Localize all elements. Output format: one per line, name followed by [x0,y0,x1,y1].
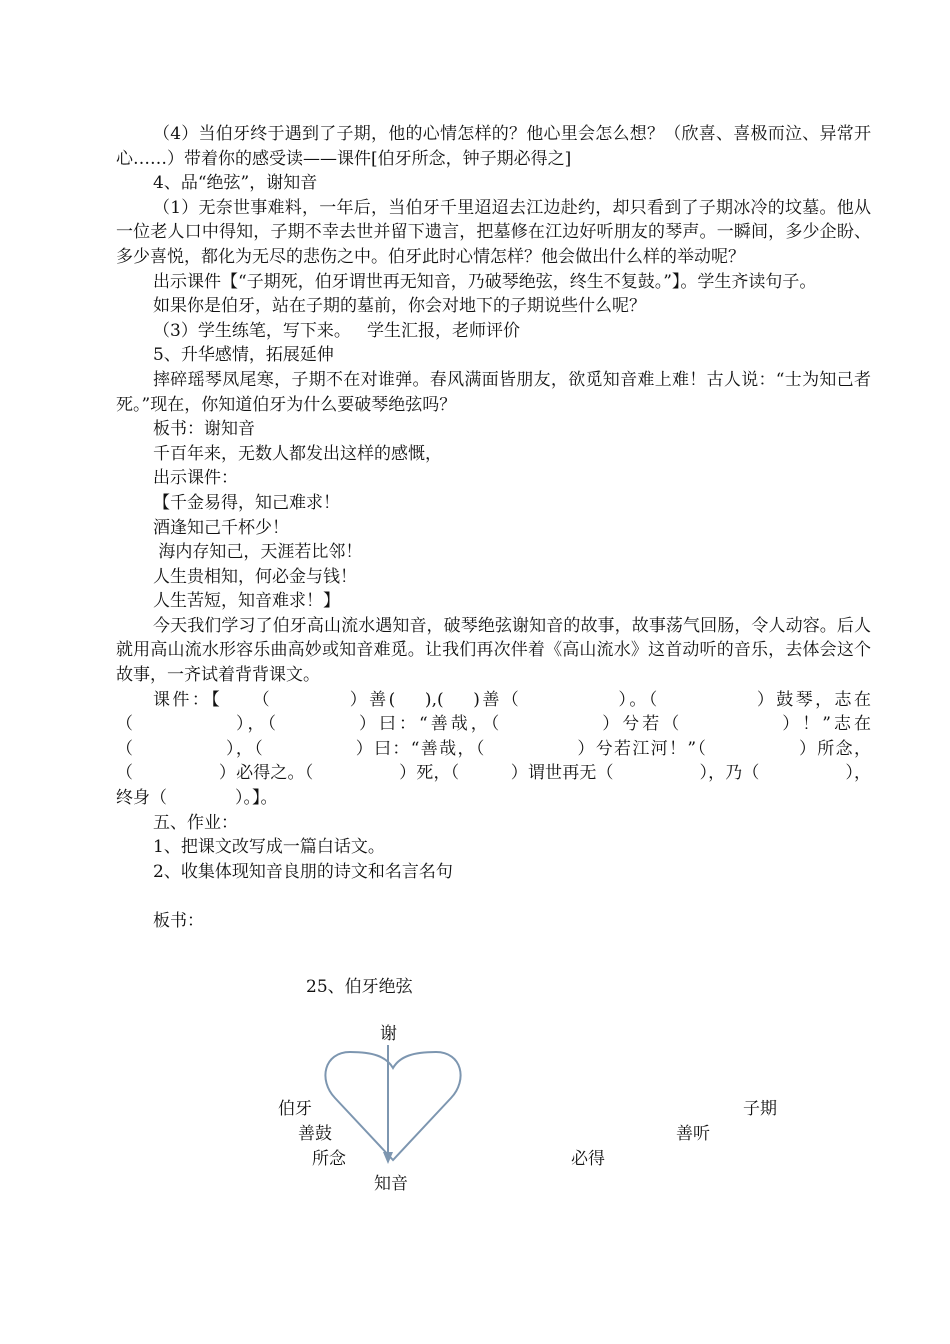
board-bottom-label: 知音 [374,1174,408,1194]
board-heading: 板书： [153,911,204,931]
board-top-label: 谢 [380,1024,397,1044]
quote-line: 【千金易得，知己难求！ [153,492,340,513]
board-right-label-3: 必得 [571,1149,605,1169]
paragraph: 摔碎瑶琴凤尾寒，子期不在对谁弹。春风满面皆朋友，欲觅知音难上难！古人说：“士为知己者死。”现在，你知道伯牙为什么要破琴绝弦吗？ [116,369,871,415]
quote-line: 人生苦短，知音难求！】 [153,591,340,612]
paragraph: 今天我们学习了伯牙高山流水遇知音，破琴绝弦谢知音的故事，故事荡气回肠，令人动容。后人就用高山流水形容乐曲高妙或知音难觅。让我们再次伴着《高山流水》这首动听的音乐，去体会这个故事，一齐试着背背课文。 [116,615,871,686]
paragraph: 出示课件： [153,468,238,489]
quote-line: 人生贵相知，何必金与钱！ [153,566,357,587]
homework-item: 2、收集体现知音良朋的诗文和名言名句 [153,861,453,882]
cloze-exercise: 课件：【 （ ）善( ),( )善（ ）。（ ）鼓琴，志在（ ），（ ）曰：“善哉，（ ）兮若（ ）！”志在（ ），（ ）曰：“善哉，（ ）兮若江河！”（ ）所念，（ ）必得之。（ ）死，（ ）谓世再无（ ），乃（ ），终身（ ）。】。 [116,689,871,809]
board-left-label-3: 所念 [312,1149,346,1169]
board-title: 25、伯牙绝弦 [306,977,413,997]
section-heading: 五、作业： [153,812,238,833]
paragraph: 板书：谢知音 [153,419,255,440]
paragraph: 千百年来，无数人都发出这样的感慨， [153,443,442,464]
board-left-label-2: 善鼓 [298,1124,332,1144]
section-heading: 5、升华感情，拓展延伸 [153,345,334,366]
paragraph: 出示课件【“子期死，伯牙谓世再无知音，乃破琴绝弦，终生不复鼓。”】。学生齐读句子。 [153,271,817,292]
paragraph: （1）无奈世事难料，一年后，当伯牙千里迢迢去江边赴约，却只看到了子期冰冷的坟墓。他从一位老人口中得知，子期不幸去世并留下遗言，把墓修在江边好听朋友的琴声。一瞬间，多少企盼、多少喜悦，都化为无尽的悲伤之中。伯牙此时心情怎样？他会做出什么样的举动呢？ [116,197,871,267]
homework-item: 1、把课文改写成一篇白话文。 [153,837,385,858]
board-right-label-1: 子期 [743,1099,777,1119]
board-right-label-2: 善听 [676,1124,710,1144]
section-heading: 4、品“绝弦”，谢知音 [153,173,318,194]
quote-line: 海内存知己，天涯若比邻！ [153,542,363,563]
paragraph: （4）当伯牙终于遇到了子期，他的心情怎样的？他心里会怎么想？（欣喜、喜极而泣、异常开心……）带着你的感受读——课件[伯牙所念，钟子期必得之] [116,124,871,169]
paragraph: 如果你是伯牙，站在子期的墓前，你会对地下的子期说些什么呢？ [153,296,646,317]
paragraph: （3）学生练笔，写下来。 学生汇报，老师评价 [153,320,521,341]
quote-line: 酒逢知己千杯少！ [153,517,289,538]
heart-shape [325,1052,460,1160]
board-left-label-1: 伯牙 [278,1099,312,1119]
